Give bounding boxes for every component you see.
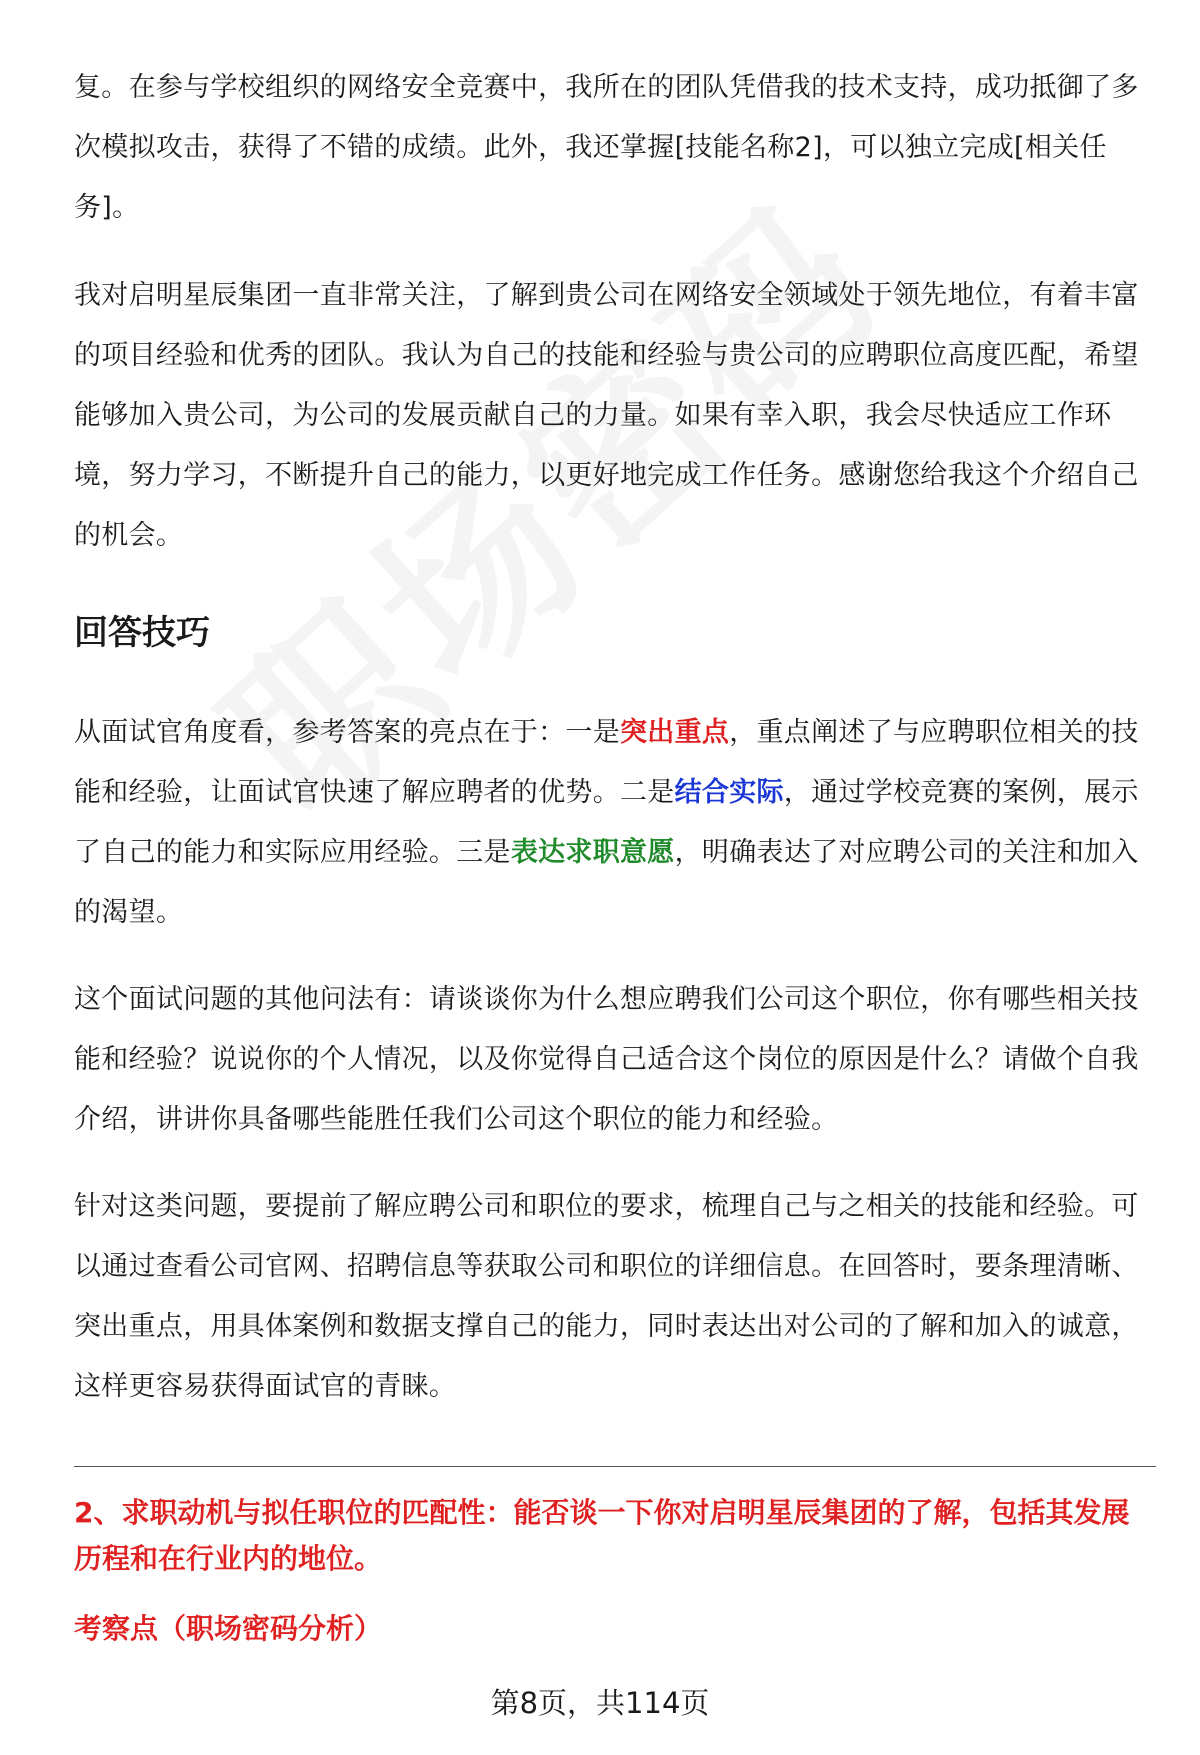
page-footer: 第8页，共114页 — [490, 1686, 710, 1720]
section-divider — [74, 1466, 1156, 1467]
highlight-focus: 突出重点 — [620, 717, 730, 748]
tips-text-3: ，通过学校竞赛的案例，展示了自己的能力和实际应用经验。三是 — [74, 777, 1139, 868]
tips-text-2: ，重点阐述了与应聘职位相关的技能和经验，让面试官快速了解应聘者的优势。二是 — [74, 717, 1139, 808]
section-heading-tips: 回答技巧 — [74, 613, 210, 653]
tips-paragraph — [74, 703, 1154, 943]
highlight-intention: 表达求职意愿 — [510, 837, 675, 868]
exam-point-heading: 考察点（职场密码分析） — [74, 1612, 383, 1645]
answer-paragraph-motivation: 我对启明星辰集团一直非常关注，了解到贵公司在网络安全领域处于领先地位，有着丰富的项目经验和优秀的团队。我认为自己的技能和经验与贵公司的应聘职位高度匹配，希望能够加入贵公司，为公司的发展贡献自己的力量。如果有幸入职，我会尽快适应工作环境，努力学习，不断提升自己的能力，以更好地完成工作任务。感谢您给我这个介绍自己的机会。 — [74, 280, 1139, 551]
other-questions-paragraph: 这个面试问题的其他问法有：请谈谈你为什么想应聘我们公司这个职位，你有哪些相关技能和经验？说说你的个人情况，以及你觉得自己适合这个岗位的原因是什么？请做个自我介绍，讲讲你具备哪些能胜任我们公司这个职位的能力和经验。 — [74, 984, 1139, 1135]
answer-paragraph-continued: 复。在参与学校组织的网络安全竞赛中，我所在的团队凭借我的技术支持，成功抵御了多次模拟攻击，获得了不错的成绩。此外，我还掌握[技能名称2]，可以独立完成[相关任务]。 — [74, 72, 1139, 223]
tips-text-1: 从面试官角度看，参考答案的亮点在于：一是 — [74, 717, 620, 748]
advice-paragraph: 针对这类问题，要提前了解应聘公司和职位的要求，梳理自己与之相关的技能和经验。可以通过查看公司官网、招聘信息等获取公司和职位的详细信息。在回答时，要条理清晰、突出重点，用具体案例和数据支撑自己的能力，同时表达出对公司的了解和加入的诚意，这样更容易获得面试官的青睐。 — [74, 1191, 1139, 1402]
highlight-practice: 结合实际 — [674, 777, 784, 808]
question-2-title: 2、求职动机与拟任职位的匹配性：能否谈一下你对启明星辰集团的了解，包括其发展历程和在行业内的地位。 — [74, 1496, 1130, 1575]
tips-text-4: ，明确表达了对应聘公司的关注和加入的渴望。 — [74, 837, 1139, 928]
